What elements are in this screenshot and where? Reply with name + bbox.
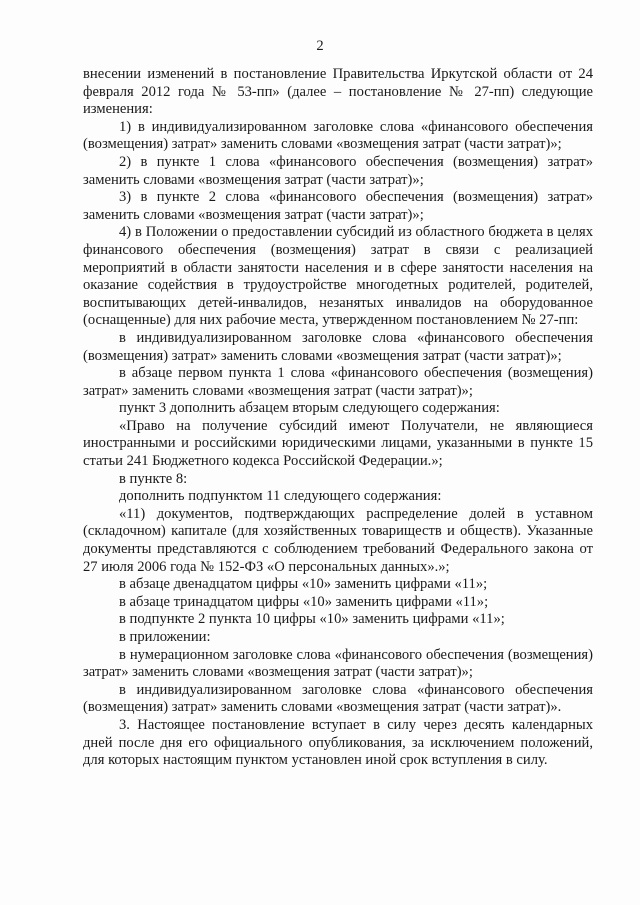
paragraph-header-change: в индивидуализированном заголовке слова «финансового обеспечения (возмещения) затрат» заменить словами «возмещения затрат (части затрат)»;: [83, 329, 593, 364]
paragraph-effective-date: 3. Настоящее постановление вступает в силу через десять календарных дней после дня его официального опубликования, за исключением положений, для которых настоящим пунктом установлен иной срок вступления в силу.: [83, 716, 593, 769]
paragraph-quote-right: «Право на получение субсидий имеют Получатели, не являющиеся иностранными и российскими юридическими лицами, указанными в пункте 15 статьи 241 Бюджетного кодекса Российской Федерации.»;: [83, 417, 593, 470]
paragraph-point-10: в подпункте 2 пункта 10 цифры «10» заменить цифрами «11»;: [119, 611, 505, 628]
paragraph-point-3-add: пункт 3 дополнить абзацем вторым следующего содержания:: [119, 400, 500, 417]
paragraph-appendix: в приложении:: [119, 629, 211, 645]
paragraph-numbering-header: в нумерационном заголовке слова «финансового обеспечения (возмещения) затрат» заменить словами «возмещения затрат (части затрат)»;: [83, 646, 593, 681]
paragraph-thirteenth: в абзаце тринадцатом цифры «10» заменить цифрами «11»;: [119, 593, 489, 610]
document-body: [83, 66, 593, 770]
paragraph-add-subpoint: дополнить подпунктом 11 следующего содержания:: [119, 488, 442, 505]
page-number: 2: [316, 38, 324, 54]
paragraph-item-4: 4) в Положении о предоставлении субсидий из областного бюджета в целях финансового обеспечения (возмещения) затрат в связи с реализацией мероприятий в области занятости населения и в сфере занятости населения на оказание содействия в трудоустройстве многодетных родителей, родителей, воспитывающих детей-инвалидов, незанятых инвалидов на оборудованное (оснащенные) для них рабочие места, утвержденном постановлением № 27-пп:: [83, 224, 593, 329]
paragraph-twelfth: в абзаце двенадцатом цифры «10» заменить цифрами «11»;: [119, 576, 488, 593]
paragraph-item-3: 3) в пункте 2 слова «финансового обеспечения (возмещения) затрат» заменить словами «возмещения затрат (части затрат)»;: [83, 189, 593, 223]
paragraph-individual-header: в индивидуализированном заголовке слова «финансового обеспечения (возмещения) затрат» заменить словами «возмещения затрат (части затрат)».: [83, 681, 593, 716]
paragraph-intro: внесении изменений в постановление Правительства Иркутской области от 24 февраля 2012 года № 53-пп» (далее – постановление № 27-пп) следующие изменения:: [83, 66, 593, 118]
paragraph-item-2: 2) в пункте 1 слова «финансового обеспечения (возмещения) затрат» заменить словами «возмещения затрат (части затрат)»;: [83, 153, 593, 188]
paragraph-point-8: в пункте 8:: [119, 470, 188, 487]
paragraph-item-1: 1) в индивидуализированном заголовке слова «финансового обеспечения (возмещения) затрат» заменить словами «возмещения затрат (части затрат)»;: [83, 118, 593, 153]
paragraph-point-1-change: в абзаце первом пункта 1 слова «финансового обеспечения (возмещения) затрат» заменить словами «возмещения затрат (части затрат)»;: [83, 365, 593, 399]
paragraph-quote-documents: «11) документов, подтверждающих распределение долей в уставном (складочном) капитале (для хозяйственных товариществ и обществ). Указанные документы представляются с соблюдением требований Федерального закона от 27 июля 2006 года № 152-ФЗ «О персональных данных».»;: [83, 505, 593, 575]
